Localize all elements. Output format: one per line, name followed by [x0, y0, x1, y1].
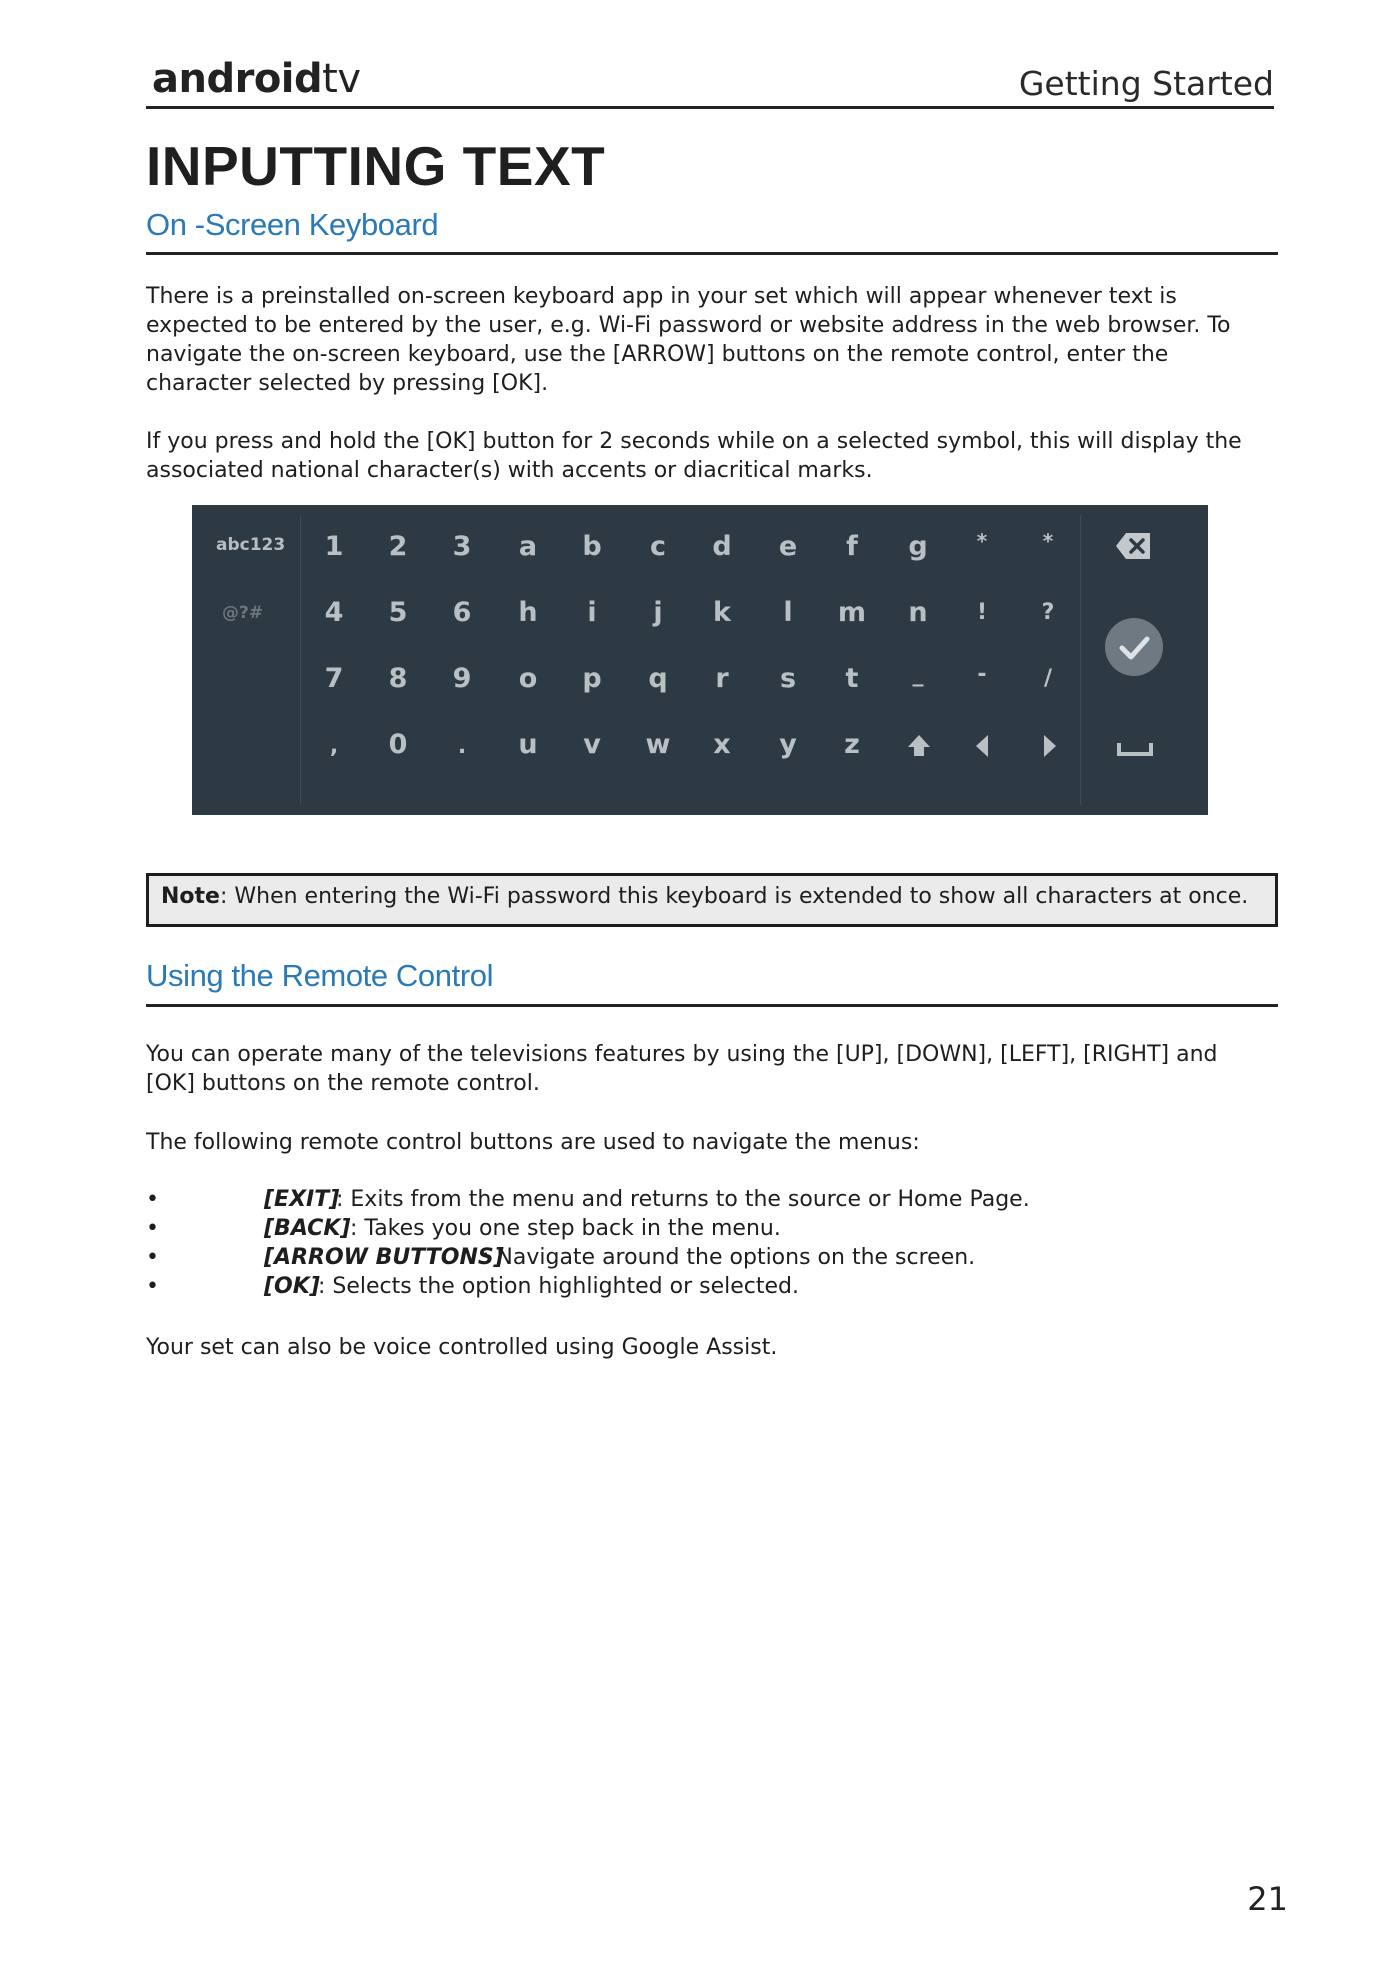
keyboard-key: 0 [388, 729, 408, 760]
remote-paragraph-1: You can operate many of the televisions features by using the [UP], [DOWN], [LEFT], [RIGHT] and [OK] buttons on the remote control. [146, 1042, 1218, 1096]
bullet-description: : Navigate around the options on the screen. [482, 1245, 976, 1270]
keyboard-key: d [712, 531, 732, 562]
keyboard-key: 3 [452, 531, 472, 562]
keyboard-key: ! [976, 600, 988, 625]
bullet: • [146, 1245, 159, 1270]
keyboard-key: v [583, 729, 601, 760]
keyboard-key: g [908, 531, 928, 562]
keyboard-paragraph-2: If you press and hold the [OK] button for 2 seconds while on a selected symbol, this will display the associated national character(s) with accents or diacritical marks. [146, 429, 1242, 483]
keyboard-key: . [457, 734, 467, 759]
keyboard-key: t [845, 663, 859, 694]
left-arrow-icon [972, 733, 994, 759]
keyboard-key: 9 [452, 663, 472, 694]
keyboard-key: 8 [388, 663, 408, 694]
bullet-description: : Selects the option highlighted or selected. [318, 1274, 799, 1299]
keyboard-key: u [518, 729, 538, 760]
done-button-icon [1105, 618, 1163, 676]
keyboard-key: a [518, 531, 538, 562]
page-number: 21 [1247, 1880, 1288, 1918]
keyboard-key: c [649, 531, 666, 562]
keyboard-key: l [783, 597, 793, 628]
right-arrow-icon [1038, 733, 1060, 759]
note-box [146, 873, 1278, 927]
bullet-description: : Exits from the menu and returns to the source or Home Page. [336, 1187, 1030, 1212]
bullet: • [146, 1216, 159, 1241]
keyboard-key: b [582, 531, 602, 562]
keyboard-key: 1 [324, 531, 344, 562]
keyboard-key: s [779, 663, 797, 694]
bullet: • [146, 1274, 159, 1299]
note-label: Note [161, 884, 220, 909]
keyboard-key: z [844, 729, 860, 760]
remote-heading: Using the Remote Control [146, 958, 494, 993]
keyboard-key: e [778, 531, 798, 562]
keyboard-key: o [518, 663, 538, 694]
androidtv-logo: androidtv [152, 56, 361, 102]
keyboard-key: i [587, 597, 597, 628]
keyboard-key: / [1043, 666, 1053, 691]
keyboard-key: _ [912, 662, 924, 687]
keyboard-key: x [713, 729, 731, 760]
remote-paragraph-3: Your set can also be voice controlled using Google Assist. [146, 1335, 778, 1360]
keyboard-key: 6 [452, 597, 472, 628]
keyboard-key: m [837, 597, 867, 628]
mode-label-symbols: @?# [222, 603, 264, 623]
section-title: Getting Started [1018, 64, 1274, 103]
mode-label-abc123: abc123 [216, 535, 286, 555]
space-bar-icon [1116, 741, 1154, 757]
keyboard-key: j [653, 597, 663, 628]
keyboard-key: 4 [324, 597, 344, 628]
keyboard-key: 5 [388, 597, 408, 628]
keyboard-key: * [976, 529, 988, 553]
bullet-button-name: [OK] [264, 1274, 320, 1299]
remote-heading-rule [146, 1004, 1278, 1007]
keyboard-key: , [329, 734, 339, 759]
keyboard-key: - [977, 662, 987, 687]
bullet-button-name: [BACK] [264, 1216, 351, 1241]
keyboard-key: w [645, 729, 671, 760]
keyboard-key: q [648, 663, 668, 694]
keyboard-key: n [908, 597, 928, 628]
keyboard-paragraph-1: There is a preinstalled on-screen keyboard app in your set which will appear whenever text is expected to be entered by the user, e.g. Wi-Fi password or website address in the web browser. To navigate the on-screen keyboard, use the [ARROW] buttons on the remote control, enter the character selected by pressing [OK]. [146, 284, 1231, 396]
bullet-button-name: [EXIT] [264, 1187, 340, 1212]
note-text [161, 884, 1248, 909]
keyboard-key: 7 [324, 663, 344, 694]
keyboard-divider [300, 515, 301, 805]
keyboard-key: * [1042, 529, 1054, 553]
remote-paragraph-2: The following remote control buttons are used to navigate the menus: [146, 1130, 920, 1155]
keyboard-key: 2 [388, 531, 408, 562]
shift-icon [906, 733, 932, 759]
page-title: INPUTTING TEXT [146, 135, 606, 197]
keyboard-key: ? [1041, 600, 1055, 625]
keyboard-key: f [846, 531, 858, 562]
keyboard-heading: On -Screen Keyboard [146, 207, 439, 242]
keyboard-key: p [582, 663, 602, 694]
keyboard-heading-rule [146, 252, 1278, 255]
bullet-description: : Takes you one step back in the menu. [350, 1216, 781, 1241]
bullet: • [146, 1187, 159, 1212]
keyboard-key: y [779, 729, 797, 760]
keyboard-key: k [713, 597, 731, 628]
backspace-icon [1114, 531, 1154, 561]
keyboard-key: h [518, 597, 538, 628]
on-screen-keyboard-image [192, 505, 1208, 815]
bullet-button-name: [ARROW BUTTONS] [264, 1245, 504, 1270]
note-body: : When entering the Wi-Fi password this keyboard is extended to show all characters at once. [219, 884, 1249, 909]
header-rule [146, 106, 1274, 109]
keyboard-key: r [715, 663, 729, 694]
keyboard-divider [1080, 515, 1081, 805]
